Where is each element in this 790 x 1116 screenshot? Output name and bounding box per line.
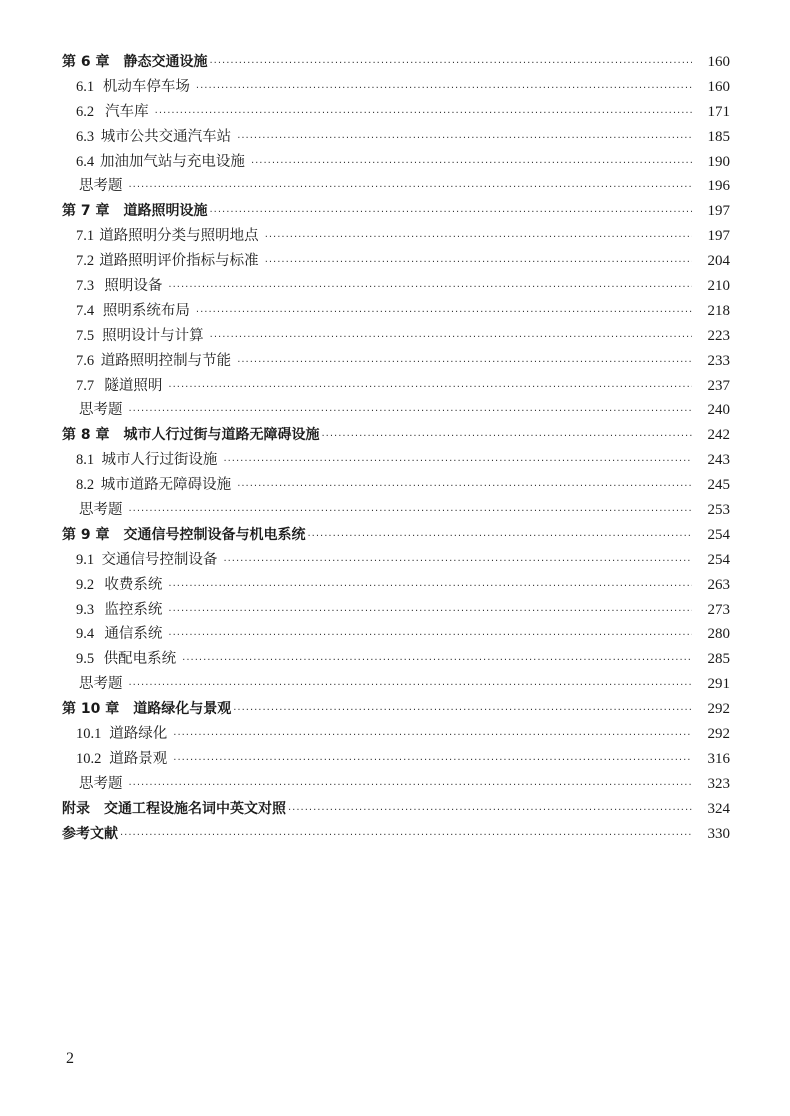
toc-entry-page: 196 [707, 178, 730, 195]
toc-entry-number: 第 8 章 [62, 427, 110, 444]
toc-entry-title: 思考题 [79, 502, 123, 519]
toc-section-entry [62, 374, 730, 399]
toc-entry-title: 收费系统 [104, 576, 163, 593]
toc-chapter-entry [62, 523, 730, 548]
toc-entry-title: 道路照明设施 [123, 203, 208, 220]
dot-leader [129, 674, 693, 699]
toc-section-entry [62, 548, 730, 573]
toc-entry-title: 道路照明分类与照明地点 [99, 228, 259, 245]
toc-questions-entry [62, 398, 730, 423]
toc-entry-page: 185 [707, 128, 730, 145]
toc-questions-entry [62, 772, 730, 797]
toc-entry-page: 243 [707, 452, 730, 469]
dot-leader [196, 301, 692, 326]
dot-leader [173, 749, 692, 774]
toc-entry-title: 加油加气站与充电设施 [99, 153, 245, 170]
toc-chapter-entry [62, 199, 730, 224]
dot-leader [168, 276, 692, 301]
toc-entry-number: 7.1 [76, 228, 95, 245]
toc-entry-page: 210 [707, 278, 730, 295]
toc-entry-number: 6.3 [76, 128, 95, 145]
toc-section-entry [62, 224, 730, 249]
toc-entry-number: 9.5 [76, 651, 95, 668]
toc-entry-page: 280 [707, 626, 730, 643]
toc-entry-title: 汽车库 [105, 103, 149, 120]
toc-entry-number: 6.4 [76, 153, 95, 170]
dot-leader [182, 649, 692, 674]
toc-entry-page: 253 [707, 502, 730, 519]
toc-section-entry [62, 722, 730, 747]
dot-leader [168, 376, 692, 401]
toc-entry-page: 240 [707, 402, 730, 419]
toc-section-entry [62, 598, 730, 623]
toc-section-entry [62, 324, 730, 349]
toc-entry-title: 通信系统 [104, 626, 163, 643]
toc-entry-page: 324 [707, 800, 730, 817]
toc-entry-page: 190 [707, 153, 730, 170]
toc-entry-title: 道路照明控制与节能 [100, 352, 232, 369]
dot-leader [168, 600, 692, 625]
toc-section-entry [62, 75, 730, 100]
toc-section-entry [62, 647, 730, 672]
toc-section-entry [62, 150, 730, 175]
toc-section-entry [62, 100, 730, 125]
toc-section-entry [62, 622, 730, 647]
toc-entry-title: 隧道照明 [104, 377, 163, 394]
toc-section-entry [62, 473, 730, 498]
toc-section-entry [62, 573, 730, 598]
dot-leader [237, 475, 692, 500]
toc-entry-number: 6.1 [76, 78, 95, 95]
toc-entry-number: 附录 [62, 800, 90, 817]
toc-entry-title: 思考题 [79, 775, 123, 792]
dot-leader [155, 102, 692, 127]
toc-entry-title: 道路景观 [109, 750, 168, 767]
toc-entry-title: 监控系统 [104, 601, 163, 618]
toc-entry-title: 思考题 [79, 178, 123, 195]
toc-entry-title: 机动车停车场 [102, 78, 190, 95]
dot-leader [168, 575, 692, 600]
toc-entry-page: 233 [707, 352, 730, 369]
toc-entry-page: 160 [707, 78, 730, 95]
toc-chapter-entry [62, 50, 730, 75]
toc-entry-page: 223 [707, 327, 730, 344]
dot-leader [223, 450, 692, 475]
toc-entry-number: 7.5 [76, 327, 95, 344]
toc-entry-title: 照明系统布局 [102, 302, 190, 319]
toc-entry-page: 197 [707, 203, 730, 220]
toc-entry-page: 204 [707, 253, 730, 270]
dot-leader [210, 52, 693, 77]
toc-entry-page: 292 [707, 701, 730, 718]
toc-entry-page: 160 [707, 54, 730, 70]
toc-section-entry [62, 747, 730, 772]
toc-entry-number: 7.6 [76, 352, 95, 369]
toc-entry-title: 交通信号控制设备与机电系统 [123, 526, 306, 543]
toc-entry-page: 254 [707, 551, 730, 568]
dot-leader [237, 351, 692, 376]
toc-entry-number: 第 7 章 [62, 203, 110, 220]
toc-entry-title: 道路照明评价指标与标准 [99, 253, 259, 270]
toc-entry-number: 9.1 [76, 551, 95, 568]
toc-entry-number: 第 6 章 [62, 54, 110, 70]
toc-entry-page: 292 [707, 726, 730, 743]
toc-entry-number: 9.2 [76, 576, 95, 593]
toc-entry-number: 第 10 章 [62, 701, 120, 718]
dot-leader [210, 326, 692, 351]
toc-entry-title: 交通信号控制设备 [101, 551, 218, 568]
dot-leader [237, 127, 692, 152]
dot-leader [173, 724, 692, 749]
toc-entry-number: 6.2 [76, 103, 95, 120]
dot-leader [223, 550, 692, 575]
toc-chapter-entry [62, 697, 730, 722]
dot-leader [129, 500, 693, 525]
dot-leader [120, 824, 692, 849]
toc-entry-number: 7.3 [76, 278, 95, 295]
toc-questions-entry [62, 498, 730, 523]
toc-entry-page: 254 [707, 526, 730, 543]
toc-entry-page: 245 [707, 477, 730, 494]
toc-entry-number: 8.2 [76, 477, 95, 494]
toc-entry-title: 静态交通设施 [123, 54, 208, 70]
dot-leader [322, 425, 693, 450]
toc-chapter-entry [62, 822, 730, 847]
toc-entry-title: 思考题 [79, 402, 123, 419]
toc-entry-number: 7.2 [76, 253, 95, 270]
toc-entry-number: 第 9 章 [62, 526, 110, 543]
toc-section-entry [62, 249, 730, 274]
toc-entry-number: 9.4 [76, 626, 95, 643]
toc-entry-title: 道路绿化与景观 [133, 701, 232, 718]
toc-entry-title: 思考题 [79, 676, 123, 693]
toc-entry-page: 273 [707, 601, 730, 618]
dot-leader [233, 699, 692, 724]
dot-leader [129, 176, 693, 201]
toc-entry-title: 城市道路无障碍设施 [100, 477, 232, 494]
toc-entry-page: 330 [707, 825, 730, 842]
toc-entry-number: 10.1 [76, 726, 102, 743]
toc-entry-page: 171 [707, 103, 730, 120]
page-number: 2 [66, 1050, 74, 1067]
toc-entry-page: 285 [707, 651, 730, 668]
toc-entry-title: 参考文献 [62, 825, 118, 842]
toc-questions-entry [62, 672, 730, 697]
dot-leader [288, 799, 692, 824]
toc-entry-number: 7.7 [76, 377, 95, 394]
dot-leader [308, 525, 693, 550]
toc-entry-page: 237 [707, 377, 730, 394]
table-of-contents [62, 50, 730, 847]
dot-leader [265, 226, 692, 251]
toc-entry-title: 照明设备 [104, 278, 163, 295]
toc-entry-number: 10.2 [76, 750, 102, 767]
toc-chapter-entry [62, 797, 730, 822]
toc-entry-page: 263 [707, 576, 730, 593]
toc-entry-page: 291 [707, 676, 730, 693]
toc-section-entry [62, 125, 730, 150]
toc-section-entry [62, 274, 730, 299]
toc-entry-page: 197 [707, 228, 730, 245]
toc-entry-title: 交通工程设施名词中英文对照 [104, 800, 286, 817]
toc-section-entry [62, 299, 730, 324]
toc-chapter-entry [62, 423, 730, 448]
dot-leader [265, 251, 692, 276]
toc-entry-page: 242 [707, 427, 730, 444]
toc-entry-page: 218 [707, 302, 730, 319]
toc-entry-number: 8.1 [76, 452, 95, 469]
toc-entry-title: 城市人行过街设施 [101, 452, 218, 469]
toc-entry-page: 323 [707, 775, 730, 792]
dot-leader [251, 152, 692, 177]
toc-entry-title: 照明设计与计算 [102, 327, 204, 344]
toc-entry-title: 城市人行过街与道路无障碍设施 [123, 427, 320, 444]
toc-entry-title: 供配电系统 [103, 651, 177, 668]
toc-entry-title: 城市公共交通汽车站 [100, 128, 232, 145]
dot-leader [129, 400, 693, 425]
toc-entry-number: 9.3 [76, 601, 95, 618]
toc-entry-number: 7.4 [76, 302, 95, 319]
toc-questions-entry [62, 174, 730, 199]
toc-entry-page: 316 [707, 750, 730, 767]
toc-section-entry [62, 349, 730, 374]
toc-section-entry [62, 448, 730, 473]
dot-leader [129, 774, 693, 799]
dot-leader [168, 624, 692, 649]
dot-leader [196, 77, 692, 102]
dot-leader [210, 201, 693, 226]
toc-entry-title: 道路绿化 [109, 726, 168, 743]
